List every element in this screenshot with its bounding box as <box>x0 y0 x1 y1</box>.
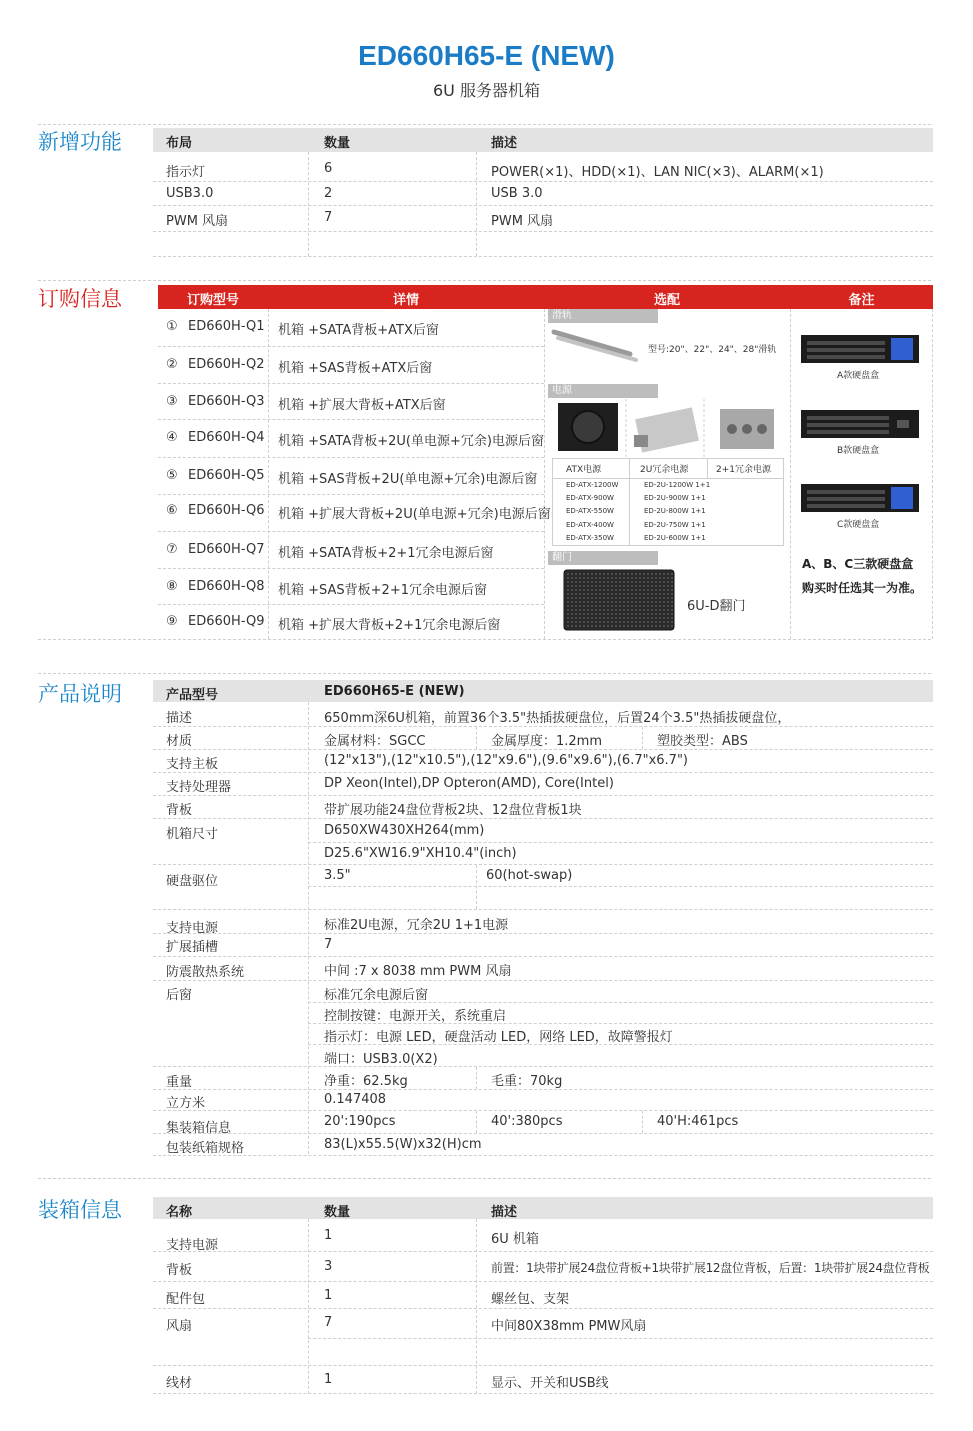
col-divider <box>629 458 630 546</box>
order-model: ED660H-Q2 <box>188 357 265 372</box>
col-divider <box>308 1219 309 1394</box>
order-detail: 机箱 +SAS背板+2+1冗余电源后窗 <box>278 583 487 598</box>
table-cell: 指示灯 <box>166 165 206 180</box>
col-header-qty: 数量 <box>324 136 351 151</box>
spec-value: DP Xeon(Intel),DP Opteron(AMD), Core(Intel) <box>324 776 614 791</box>
row-divider <box>158 531 544 532</box>
spec-value: 标准冗余电源后窗 <box>324 988 429 1003</box>
row-divider <box>153 256 933 257</box>
row-divider <box>153 1308 933 1309</box>
order-detail: 机箱 +SAS背板+ATX后窗 <box>278 361 433 376</box>
page-title: ED660H65-E (NEW) <box>358 40 615 71</box>
drive-tray-a-image <box>801 333 919 365</box>
spec-label: 机箱尺寸 <box>166 827 219 842</box>
psu-model: ED-ATX-350W <box>566 534 614 542</box>
psu-model: ED-ATX-550W <box>566 507 614 515</box>
psu-model: ED-2U-750W 1+1 <box>644 521 706 529</box>
divider <box>38 280 931 281</box>
table-cell: PWM 风扇 <box>166 214 229 229</box>
front-door-image <box>562 568 676 632</box>
spec-value: 7 <box>324 937 333 952</box>
psu-model: ED-2U-600W 1+1 <box>644 534 706 542</box>
col-divider <box>544 309 545 639</box>
table-cell: PWM 风扇 <box>491 214 554 229</box>
packing-qty: 1 <box>324 1372 333 1387</box>
col-divider <box>707 458 708 478</box>
row-divider <box>158 419 544 420</box>
table-header <box>153 128 933 152</box>
psu-col-header: 2U冗余电源 <box>640 465 689 475</box>
row-divider <box>153 181 933 182</box>
door-tag: 翻门 <box>548 551 658 565</box>
divider <box>38 639 931 640</box>
row-divider <box>153 1251 933 1252</box>
col-divider <box>476 727 477 749</box>
col-header-qty: 数量 <box>324 1205 351 1220</box>
row-divider <box>308 1044 933 1045</box>
spec-label: 包装纸箱规格 <box>166 1141 245 1156</box>
row-number: ⑤ <box>166 468 178 483</box>
packing-desc: 螺丝包、支架 <box>491 1292 570 1307</box>
col-divider <box>790 309 791 639</box>
col-header-desc: 描述 <box>491 1205 518 1220</box>
col-header-detail: 详情 <box>392 293 419 308</box>
row-divider <box>153 980 933 981</box>
spec-value: 40':380pcs <box>491 1114 563 1129</box>
slide-rail-image <box>550 326 640 364</box>
col-divider <box>642 727 643 749</box>
row-number: ③ <box>166 394 178 409</box>
product-model-value: ED660H65-E (NEW) <box>324 684 465 699</box>
drive-tray-c-image <box>801 482 919 514</box>
psu-model: ED-2U-900W 1+1 <box>644 494 706 502</box>
packing-desc: 中间80X38mm PMW风扇 <box>491 1319 647 1334</box>
spec-value: 标准2U电源，冗余2U 1+1电源 <box>324 918 509 933</box>
section-title-order: 订购信息 <box>38 287 122 311</box>
row-divider <box>153 1089 933 1090</box>
section-title-product: 产品说明 <box>38 682 122 706</box>
spec-value: 20':190pcs <box>324 1114 396 1129</box>
spec-label: 支持电源 <box>166 921 219 936</box>
psu-model: ED-ATX-400W <box>566 521 614 529</box>
row-divider <box>153 1133 933 1134</box>
col-divider <box>642 1111 643 1133</box>
order-model: ED660H-Q5 <box>188 468 265 483</box>
divider <box>38 673 931 674</box>
packing-name: 线材 <box>166 1376 193 1391</box>
col-header-model: 产品型号 <box>166 688 219 703</box>
row-divider <box>158 604 544 605</box>
col-header-model: 订购型号 <box>186 293 239 308</box>
col-divider <box>476 1067 477 1089</box>
table-cell: USB 3.0 <box>491 186 543 201</box>
order-detail: 机箱 +扩展大背板+ATX后窗 <box>278 398 446 413</box>
order-detail: 机箱 +SATA背板+2U(单电源+冗余)电源后窗 <box>278 434 544 449</box>
spec-label: 防震散热系统 <box>166 965 245 980</box>
row-number: ② <box>166 357 178 372</box>
drive-tray-c-label: C款硬盘盒 <box>837 520 880 530</box>
order-model: ED660H-Q3 <box>188 394 265 409</box>
divider <box>38 1178 931 1179</box>
row-divider <box>308 886 933 887</box>
order-model: ED660H-Q8 <box>188 579 265 594</box>
drive-tray-b-label: B款硬盘盒 <box>837 446 880 456</box>
order-detail: 机箱 +SATA背板+2+1冗余电源后窗 <box>278 546 494 561</box>
row-divider <box>153 205 933 206</box>
row-divider <box>158 494 544 495</box>
row-divider <box>308 1002 933 1003</box>
spec-value: 0.147408 <box>324 1092 387 1107</box>
row-divider <box>153 726 933 727</box>
psu-model: ED-2U-1200W 1+1 <box>644 481 711 489</box>
order-model: ED660H-Q1 <box>188 319 265 334</box>
divider <box>38 124 931 125</box>
rail-models: 型号:20"、22"、24"、28"滑轨 <box>648 345 777 355</box>
section-title-packing: 装箱信息 <box>38 1198 122 1222</box>
psu-model: ED-ATX-900W <box>566 494 614 502</box>
table-cell: 7 <box>324 210 333 225</box>
table-cell: 2 <box>324 186 333 201</box>
packing-qty: 7 <box>324 1315 333 1330</box>
rail-tag: 滑轨 <box>548 309 658 323</box>
psu-model: ED-2U-800W 1+1 <box>644 507 706 515</box>
spec-value: 83(L)x55.5(W)x32(H)cm <box>324 1137 482 1152</box>
col-divider <box>476 865 477 909</box>
spec-label: 支持主板 <box>166 757 219 772</box>
row-divider <box>153 1393 933 1394</box>
spec-label: 集装箱信息 <box>166 1121 232 1136</box>
row-divider <box>158 457 544 458</box>
psu-col-header: ATX电源 <box>566 465 602 475</box>
packing-desc: 显示、开关和USB线 <box>491 1376 609 1391</box>
row-number: ⑦ <box>166 542 178 557</box>
row-divider <box>153 1155 933 1156</box>
row-divider <box>153 818 933 819</box>
psu-images <box>552 399 784 457</box>
row-divider <box>153 864 933 865</box>
row-number: ⑧ <box>166 579 178 594</box>
spec-label: 重量 <box>166 1075 193 1090</box>
spec-value: 金属厚度：1.2mm <box>491 734 603 749</box>
order-model: ED660H-Q7 <box>188 542 265 557</box>
spec-value: 中间 :7 x 8038 mm PWM 风扇 <box>324 964 512 979</box>
spec-label: 扩展插槽 <box>166 940 219 955</box>
row-divider <box>308 1338 933 1339</box>
row-divider <box>158 568 544 569</box>
col-divider <box>932 309 933 639</box>
spec-value: 指示灯：电源 LED，硬盘活动 LED，网络 LED，故障警报灯 <box>324 1030 673 1045</box>
spec-value: 金属材料：SGCC <box>324 734 426 749</box>
spec-value: 塑胶类型：ABS <box>657 734 748 749</box>
packing-desc: 前置：1块带扩展24盘位背板+1块带扩展12盘位背板，后置：1块带扩展24盘位背板 <box>491 1261 930 1275</box>
row-divider <box>308 842 933 843</box>
table-cell: USB3.0 <box>166 186 214 201</box>
drive-tray-b-image <box>801 408 919 440</box>
row-divider <box>158 383 544 384</box>
spec-value: 40'H:461pcs <box>657 1114 739 1129</box>
col-divider <box>476 152 477 256</box>
row-divider <box>552 478 784 479</box>
packing-name: 配件包 <box>166 1292 206 1307</box>
packing-qty: 1 <box>324 1288 333 1303</box>
spec-value: D650XW430XH264(mm) <box>324 823 485 838</box>
spec-label: 支持处理器 <box>166 780 232 795</box>
row-divider <box>153 956 933 957</box>
product-table-header <box>153 680 933 702</box>
spec-value: 毛重：70kg <box>491 1074 563 1089</box>
packing-table-header <box>153 1197 933 1219</box>
packing-name: 背板 <box>166 1263 193 1278</box>
spec-value: 60(hot-swap) <box>486 868 573 883</box>
page-subtitle: 6U 服务器机箱 <box>433 81 540 100</box>
section-title-new: 新增功能 <box>38 130 122 154</box>
spec-value: 带扩展功能24盘位背板2块、12盘位背板1块 <box>324 803 582 818</box>
spec-label: 立方米 <box>166 1096 206 1111</box>
spec-value: (12"x13"),(12"x10.5"),(12"x9.6"),(9.6"x9.6"),(6.7"x6.7") <box>324 753 688 768</box>
row-divider <box>153 1066 933 1067</box>
spec-value: 净重：62.5kg <box>324 1074 408 1089</box>
spec-value: 3.5" <box>324 868 351 883</box>
spec-label: 材质 <box>166 734 193 749</box>
packing-desc: 6U 机箱 <box>491 1232 539 1247</box>
col-header-desc: 描述 <box>491 136 518 151</box>
spec-value: 控制按键：电源开关，系统重启 <box>324 1009 507 1024</box>
spec-value: D25.6"XW16.9"XH10.4"(inch) <box>324 846 517 861</box>
row-number: ④ <box>166 430 178 445</box>
drive-tray-a-label: A款硬盘盒 <box>837 371 880 381</box>
order-detail: 机箱 +扩展大背板+2+1冗余电源后窗 <box>278 618 501 633</box>
spec-label: 描述 <box>166 711 193 726</box>
row-divider <box>153 749 933 750</box>
row-divider <box>153 795 933 796</box>
col-header-remark: 备注 <box>848 293 875 308</box>
row-number: ⑥ <box>166 503 178 518</box>
spec-value: 650mm深6U机箱，前置36个3.5"热插拔硬盘位，后置24个3.5"热插拔硬盘位， <box>324 711 791 726</box>
packing-qty: 1 <box>324 1228 333 1243</box>
packing-name: 支持电源 <box>166 1238 219 1253</box>
row-number: ① <box>166 319 178 334</box>
order-model: ED660H-Q6 <box>188 503 265 518</box>
table-cell: 6 <box>324 161 333 176</box>
col-divider <box>476 1111 477 1133</box>
col-header-layout: 布局 <box>166 136 193 151</box>
spec-value: 端口：USB3.0(X2) <box>324 1052 438 1067</box>
col-divider <box>268 309 269 639</box>
row-number: ⑨ <box>166 614 178 629</box>
tray-note-2: 购买时任选其一为准。 <box>802 581 923 595</box>
col-header-name: 名称 <box>166 1205 193 1220</box>
col-divider <box>476 1219 477 1394</box>
row-divider <box>153 231 933 232</box>
col-divider <box>308 702 309 1154</box>
col-divider <box>308 152 309 256</box>
door-label: 6U-D翻门 <box>687 599 746 614</box>
row-divider <box>153 909 933 910</box>
row-divider <box>153 1110 933 1111</box>
row-divider <box>158 346 544 347</box>
row-divider <box>153 772 933 773</box>
row-divider <box>153 1365 933 1366</box>
psu-tag: 电源 <box>548 384 658 398</box>
spec-label: 硬盘驱位 <box>166 874 219 889</box>
row-divider <box>153 933 933 934</box>
psu-model: ED-ATX-1200W <box>566 481 619 489</box>
order-detail: 机箱 +SAS背板+2U(单电源+冗余)电源后窗 <box>278 472 538 487</box>
order-model: ED660H-Q9 <box>188 614 265 629</box>
row-divider <box>308 1023 933 1024</box>
packing-name: 风扇 <box>166 1319 193 1334</box>
row-divider <box>153 1281 933 1282</box>
table-cell: POWER(×1)、HDD(×1)、LAN NIC(×3)、ALARM(×1) <box>491 165 824 180</box>
order-detail: 机箱 +扩展大背板+2U(单电源+冗余)电源后窗 <box>278 507 551 522</box>
tray-note-1: A、B、C三款硬盘盒 <box>802 557 914 571</box>
order-detail: 机箱 +SATA背板+ATX后窗 <box>278 323 439 338</box>
packing-qty: 3 <box>324 1259 333 1274</box>
spec-label: 背板 <box>166 803 193 818</box>
order-model: ED660H-Q4 <box>188 430 265 445</box>
psu-col-header: 2+1冗余电源 <box>716 465 771 475</box>
col-header-options: 选配 <box>653 293 680 308</box>
spec-label: 后窗 <box>166 988 193 1003</box>
